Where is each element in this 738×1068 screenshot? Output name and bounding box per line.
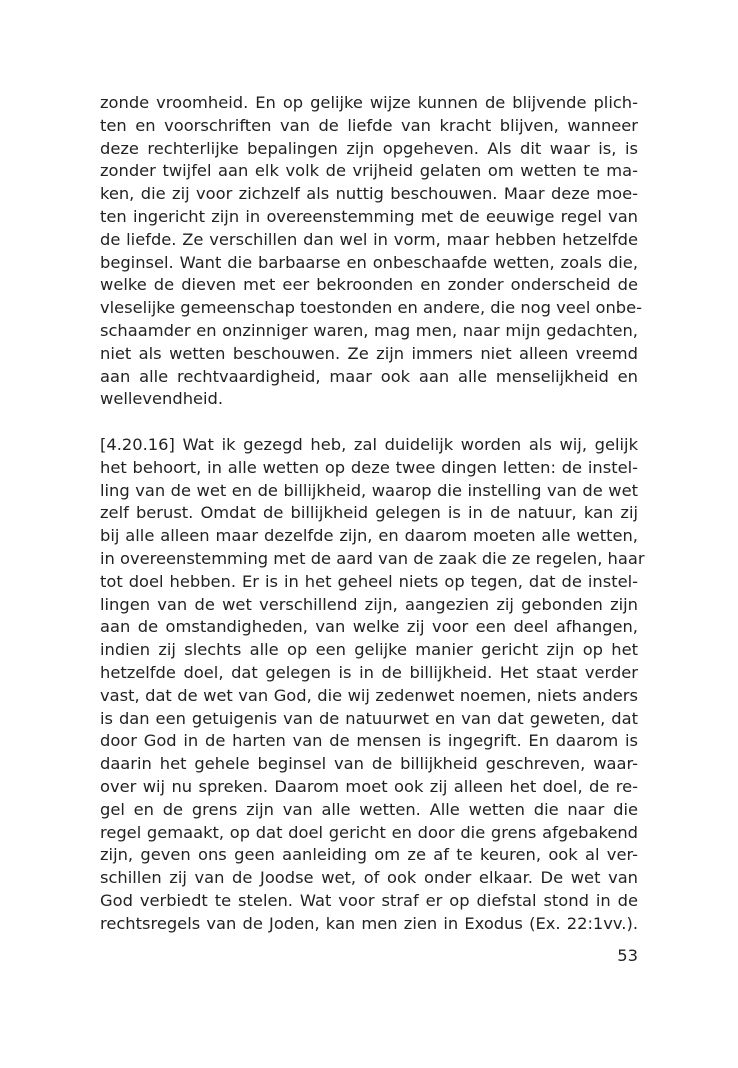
- text-line: niet als wetten beschouwen. Ze zijn immers niet alleen vreemd: [100, 343, 638, 363]
- text-line: zonder twijfel aan elk volk de vrijheid gelaten om wetten te ma-: [100, 161, 638, 181]
- text-line: gel en de grens zijn van alle wetten. Alle wetten die naar die: [100, 799, 638, 819]
- text-line: ten ingericht zijn in overeenstemming met de eeuwige regel van: [100, 206, 638, 226]
- text-line: schaamder en onzinniger waren, mag men, naar mijn gedachten,: [100, 320, 638, 340]
- text-line: rechtsregels van de Joden, kan men zien in Exodus (Ex. 22:1vv.).: [100, 913, 638, 933]
- text-line: aan de omstandigheden, van welke zij voor een deel afhangen,: [100, 617, 638, 637]
- text-line: tot doel hebben. Er is in het geheel niets op tegen, dat de instel-: [100, 571, 638, 591]
- paragraph-2: [100, 434, 645, 936]
- text-line: bij alle alleen maar dezelfde zijn, en daarom moeten alle wetten,: [100, 526, 638, 546]
- text-line: ten en voorschriften van de liefde van kracht blijven, wanneer: [100, 115, 638, 135]
- page-number: 53: [617, 946, 638, 965]
- text-line: het behoort, in alle wetten op deze twee dingen letten: de instel-: [100, 457, 638, 477]
- text-line: hetzelfde doel, dat gelegen is in de billijkheid. Het staat verder: [100, 662, 638, 682]
- text-line: ken, die zij voor zichzelf als nuttig beschouwen. Maar deze moe-: [100, 184, 638, 204]
- text-line: in overeenstemming met de aard van de zaak die ze regelen, haar: [100, 548, 645, 568]
- text-line: beginsel. Want die barbaarse en onbeschaafde wetten, zoals die,: [100, 252, 638, 272]
- text-line: schillen zij van de Joodse wet, of ook onder elkaar. De wet van: [100, 868, 638, 888]
- text-line: deze rechterlijke bepalingen zijn opgeheven. Als dit waar is, is: [100, 138, 638, 158]
- text-line: aan alle rechtvaardigheid, maar ook aan alle menselijkheid en: [100, 366, 638, 386]
- text-line: is dan een getuigenis van de natuurwet en van dat geweten, dat: [100, 708, 638, 728]
- text-line: [4.20.16] Wat ik gezegd heb, zal duidelijk worden als wij, gelijk: [100, 434, 638, 454]
- text-line: regel gemaakt, op dat doel gericht en door die grens afgebakend: [100, 822, 638, 842]
- text-line: vleselijke gemeenschap toestonden en andere, die nog veel onbe-: [100, 298, 643, 318]
- paragraph-1: [100, 92, 643, 411]
- text-line: indien zij slechts alle op een gelijke manier gericht zijn op het: [100, 640, 638, 660]
- text-line: welke de dieven met eer bekroonden en zonder onderscheid de: [100, 275, 638, 295]
- page-body: [100, 92, 645, 935]
- paragraph-spacer: [100, 411, 638, 434]
- text-line: lingen van de wet verschillend zijn, aangezien zij gebonden zijn: [100, 594, 638, 614]
- text-line: de liefde. Ze verschillen dan wel in vorm, maar hebben hetzelfde: [100, 229, 638, 249]
- text-line: over wij nu spreken. Daarom moet ook zij alleen het doel, de re-: [100, 776, 638, 796]
- text-line: vast, dat de wet van God, die wij zedenwet noemen, niets anders: [100, 685, 638, 705]
- text-line: zonde vroomheid. En op gelijke wijze kunnen de blijvende plich-: [100, 93, 638, 112]
- text-line: door God in de harten van de mensen is ingegrift. En daarom is: [100, 731, 638, 751]
- text-line: wellevendheid.: [100, 389, 224, 409]
- text-line: daarin het gehele beginsel van de billijkheid geschreven, waar-: [100, 754, 638, 774]
- text-line: God verbiedt te stelen. Wat voor straf er op diefstal stond in de: [100, 890, 638, 910]
- text-line: zijn, geven ons geen aanleiding om ze af te keuren, ook al ver-: [100, 845, 638, 865]
- text-line: zelf berust. Omdat de billijkheid gelegen is in de natuur, kan zij: [100, 503, 638, 523]
- text-line: ling van de wet en de billijkheid, waarop die instelling van de wet: [100, 480, 638, 500]
